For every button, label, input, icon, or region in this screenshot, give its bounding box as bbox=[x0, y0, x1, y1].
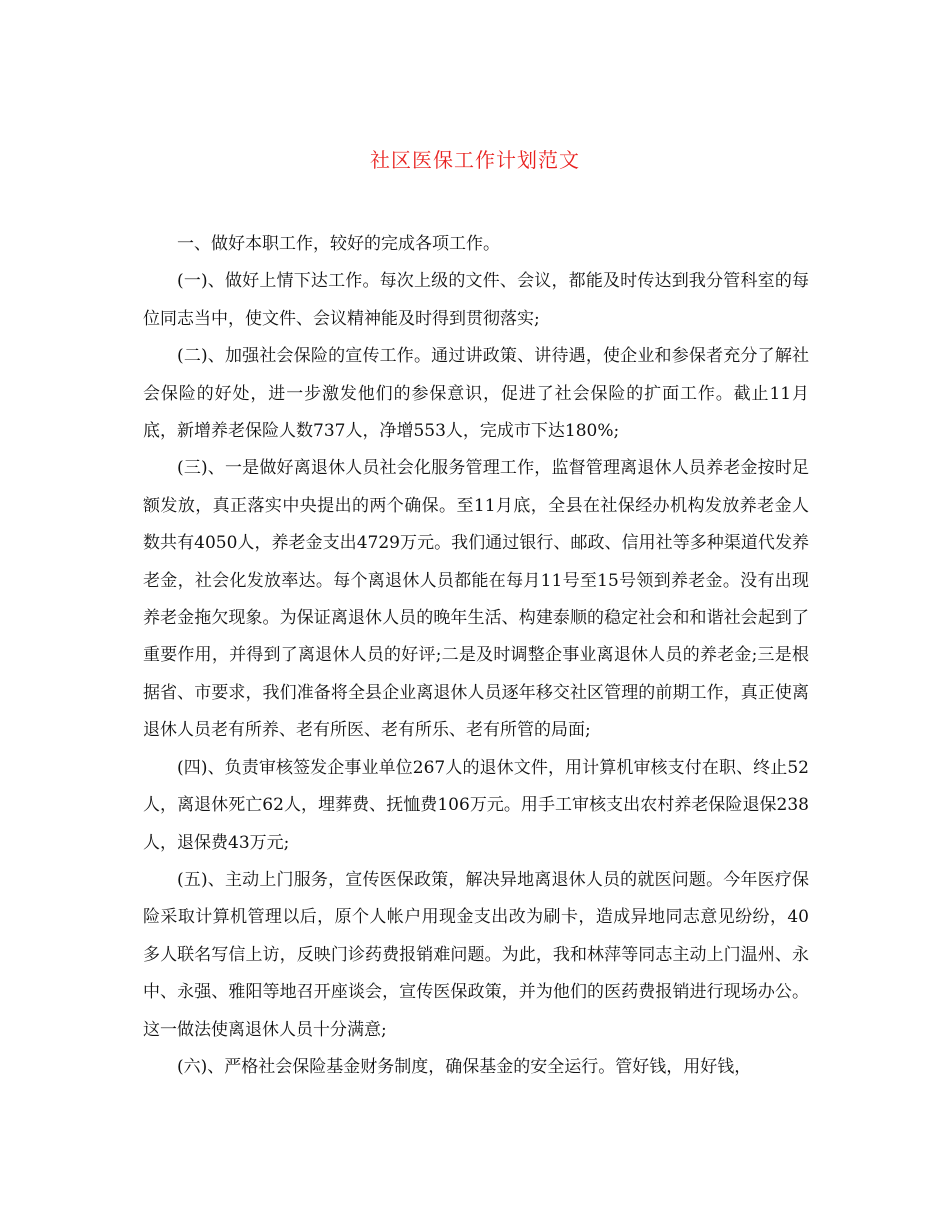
paragraph-item-6: (六)、严格社会保险基金财务制度，确保基金的安全运行。管好钱，用好钱， bbox=[177, 1056, 752, 1077]
paragraph-item-1: (一)、做好上情下达工作。每次上级的文件、会议，都能及时传达到我分管科室的每位同志当中，使文件、会议精神能及时得到贯彻落实; bbox=[143, 271, 809, 329]
document-body bbox=[143, 226, 809, 1086]
paragraph-item-3: (三)、一是做好离退休人员社会化服务管理工作，监督管理离退休人员养老金按时足额发放，真正落实中央提出的两个确保。至11月底，全县在社保经办机构发放养老金人数共有4050人，养老金支出4729万元。我们通过银行、邮政、信用社等多种渠道代发养老金，社会化发放率达。每个离退休人员都能在每月11号至15号领到养老金。没有出现养老金拖欠现象。为保证离退休人员的晚年生活、构建泰顺的稳定社会和和谐社会起到了重要作用，并得到了离退休人员的好评;二是及时调整企事业离退休人员的养老金;三是根据省、市要求，我们准备将全县企业离退休人员逐年移交社区管理的前期工作，真正使离退休人员老有所养、老有所医、老有所乐、老有所管的局面; bbox=[143, 458, 809, 741]
document-title: 社区医保工作计划范文 bbox=[370, 148, 580, 172]
paragraph-item-4: (四)、负责审核签发企事业单位267人的退休文件，用计算机审核支付在职、终止52人，离退休死亡62人，埋葬费、抚恤费106万元。用手工审核支出农村养老保险退保238人，退保费43万元; bbox=[143, 757, 809, 853]
paragraph-item-5: (五)、主动上门服务，宣传医保政策，解决异地离退休人员的就医问题。今年医疗保险采取计算机管理以后，原个人帐户用现金支出改为刷卡，造成异地同志意见纷纷，40多人联名写信上访，反映门诊药费报销难问题。为此，我和林萍等同志主动上门温州、永中、永强、雅阳等地召开座谈会，宣传医保政策，并为他们的医药费报销进行现场办公。这一做法使离退休人员十分满意; bbox=[143, 869, 809, 1040]
section-heading-paragraph: 一、做好本职工作，较好的完成各项工作。 bbox=[177, 234, 500, 254]
paragraph-item-2: (二)、加强社会保险的宣传工作。通过讲政策、讲待遇，使企业和参保者充分了解社会保险的好处，进一步激发他们的参保意识，促进了社会保险的扩面工作。截止11月底，新增养老保险人数737人，净增553人，完成市下达180%; bbox=[143, 346, 809, 442]
